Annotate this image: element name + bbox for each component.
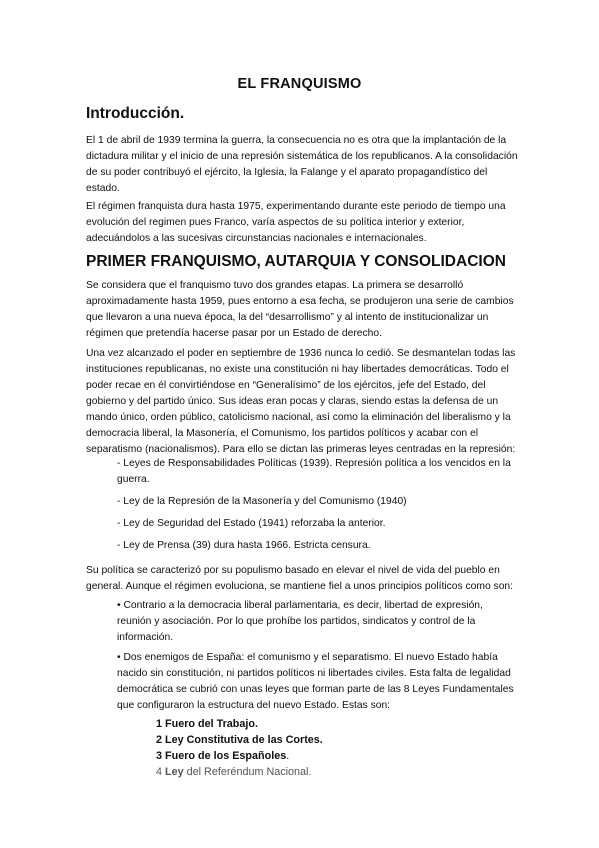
intro-paragraph-1: El 1 de abril de 1939 termina la guerra, la consecuencia no es otra que la implantación de la dictadura militar y el inicio de una represión sistemática de los republicanos. A la consolidación de su poder contribuyó el ejército, la Iglesia, la Falange y el aparato propagandístico del estado. [86,135,518,194]
intro-paragraph-2: El régimen franquista dura hasta 1975, experimentando durante este periodo de tiempo una evolución del regimen pues Franco, varía aspectos de su política interior y exterior, adecuándolos a las sucesivas circunstancias nacionales e internacionales. [86,201,506,244]
law-name: Fuero del Trabajo. [165,718,259,730]
fundamental-law-item [156,748,323,764]
intro-heading: Introducción. [86,105,185,122]
section-heading: PRIMER FRANQUISMO, AUTARQUIA Y CONSOLIDACION [86,253,506,270]
fundamental-law-item [156,716,323,732]
repression-law-item: - Leyes de Responsabilidades Políticas (1939). Represión política a los vencidos en la guerra. [117,458,511,485]
repression-law-item: - Ley de Seguridad del Estado (1941) reforzaba la anterior. [117,518,386,529]
law-keyword: Ley [165,766,184,778]
principle-item: • Dos enemigos de España: el comunismo y el separatismo. El nuevo Estado había nacido sin constitución, ni partidos políticos ni libertades civiles. Esta falta de legalidad democrática se cubrió con unas leyes que forman parte de las 8 Leyes Fundamentales que configuraron la estructura del nuevo Estado. Estas son: [117,652,514,711]
section-paragraph-3: Su política se caracterizó por su populismo basado en elevar el nivel de vida del pueblo en general. Aunque el régimen evoluciona, se mantiene fiel a unos principios políticos como son: [86,565,514,592]
law-name: Ley Constitutiva de las Cortes. [165,734,323,746]
principle-item: • Contrario a la democracia liberal parlamentaria, es decir, libertad de expresión, reunión y asociación. Por lo que prohíbe los partidos, sindicatos y control de la información. [117,600,483,643]
section-paragraph-1: Se considera que el franquismo tuvo dos grandes etapas. La primera se desarrolló aproximadamente hasta 1959, pues entorno a esa fecha, se produjeron una serie de cambios que llevaron a una nueva época, la del “desarrollismo” y al intento de institucionalizar un régimen que pretendía hacerse pasar por un Estado de derecho. [86,280,514,339]
law-number: 2 [156,734,163,746]
repression-law-item: - Ley de la Represión de la Masonería y del Comunismo (1940) [117,496,407,507]
repression-law-item: - Ley de Prensa (39) dura hasta 1966. Estricta censura. [117,540,371,551]
law-number: 4 [156,766,163,778]
law-number: 3 [156,750,163,762]
law-suffix: . [286,750,290,762]
law-name: del Referéndum Nacional. [186,766,312,778]
fundamental-law-item [156,732,323,748]
law-name: Fuero de los Españoles [165,750,287,762]
section-paragraph-2: Una vez alcanzado el poder en septiembre de 1936 nunca lo cedió. Se desmantelan todas las instituciones republicanas, no existe una constitución ni hay libertades democráticas. Todo el poder recae en él convirtiéndose en “Generalísimo” de los ejércitos, jefe del Estado, del gobierno y del partido único. Sus ideas eran pocas y claras, siendo estas la defensa de un mando único, orden público, catolicismo nacional, así como la eliminación del liberalismo y la democracia liberal, la Masonería, el Comunismo, los partidos políticos y acabar con el separatismo (nacionalismos). Para ello se dictan las primeras leyes centradas en la represión: [86,348,516,455]
document-title: EL FRANQUISMO [237,76,362,92]
fundamental-laws-list [156,716,323,780]
law-number: 1 [156,718,163,730]
fundamental-law-item [156,764,323,780]
